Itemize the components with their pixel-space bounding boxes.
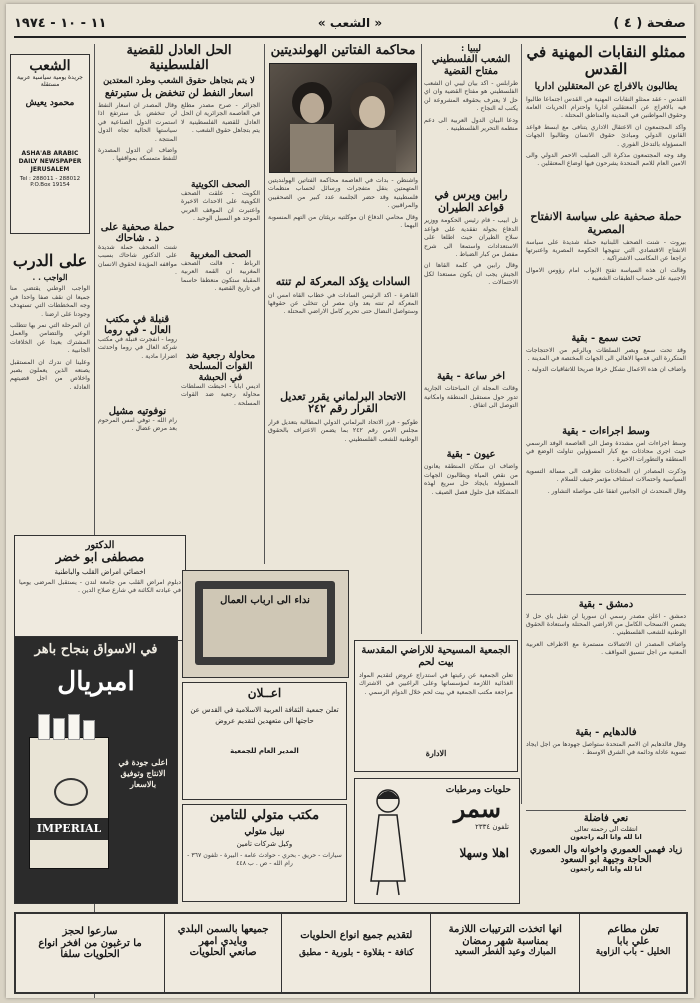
footer-cell-4-line-3: صانعي الحلويات (189, 947, 257, 958)
radio-ad (182, 570, 349, 678)
announcement-signature: المدير العام للجمعية (230, 746, 299, 755)
column-2 (424, 44, 518, 634)
insurance-note: وكيل شركات تامين (236, 839, 293, 848)
col4-section-7-text: اديس ابابا - احبطت السلطات محاولة رجعية ضد القوات المسلحة . (181, 382, 260, 407)
ad-brand: امبريال (57, 666, 135, 697)
insurance-details: سيارات - حريق - بحري - حوادث عامة - البيرة - تلفون ٣٦٧ - رام الله - ص . ب ٤٤٨ (187, 851, 342, 868)
doctor-name: مصطفى ابو خضر (55, 550, 145, 564)
footer-cell-2 (430, 914, 579, 992)
society-signature: الادارة (425, 748, 447, 758)
col1-section-4-text: وسط اجراءات امن مشددة وصل الى العاصمة الوفد الرسمي حيث اجرى محادثات مع كبار المسؤولين تناولت الوضع في المنطقة والتطورات الاخيرة . وذكرت المصادر ان المحادثات تطرقت الى مسالة التسوية السياسية واحتمالات استئناف مؤتمر جنيف للسلام . وقال المتحدث ان الجانبين اتفقا على مواصلة التشاور . (526, 439, 686, 495)
sweets-title: حلويات ومرطبات (445, 785, 511, 795)
footer-cell-4-line-2: وبايدي امهر (199, 935, 248, 947)
col4-section-4-text: رام الله - توفي امس المرحوم بعد مرض عضال . (98, 416, 177, 433)
col1-section-6: فالدهايم - بقية (575, 726, 637, 738)
col1-section-2: حملة صحفية على سياسة الانفتاح المصرية (530, 209, 682, 236)
col4-subhead: لا يتم بتجاهل حقوق الشعب وطرد المعتدين (103, 75, 255, 86)
imperial-cigarettes-ad (14, 636, 178, 904)
woman-illustration (361, 785, 415, 897)
col4-section-2-text: شنت الصحف حملة شديدة على الدكتور شاحاك بسبب مواقفه المؤيدة لحقوق الانسان . (98, 243, 177, 277)
radio-ad-title: نداء الى ارباب العمال (220, 595, 310, 606)
col2-headline: رابين ويرس في قواعد الطيران (434, 188, 508, 214)
doctor-details: دبلوم امراض القلب من جامعة لندن - يستقبل المرضى يوميا في عيادته الكائنة في شارع صلاح الدين . (19, 578, 181, 595)
paper-telephone: Tel : 288011 - 288012 (19, 176, 81, 183)
samar-sweets-ad (354, 778, 520, 904)
column-title: على الدرب (12, 251, 88, 270)
col4-section-5-text: الكويت - علقت الصحف الكويتية على الاحداث الاخيرة واعتبرت ان الموقف العربي الموحد هو السبيل الوحيد . (181, 189, 260, 223)
paper-name: « الشعب » (317, 16, 383, 30)
col4-article-text-b: وقال المصدر ان اسعار النفط لن تنخفض بل سترتفع اذا استمرت الدول الصناعية في سياستها الحالية تجاه الدول المنتجة . واضاف ان الدول المصدرة للنفط متمسكة بمواقفها . (98, 101, 177, 163)
column-text: الواجب الوطني يقتضي منا جميعا ان نقف صفا واحدا في وجه المخططات التي تستهدف وجودنا على ارضنا . ان المرحلة التي نمر بها تتطلب الوعي والتضامن والعمل المشترك بعيدا عن الخلافات الجانبية . وعلينا ان ندرك ان المستقبل يصنعه الذين يعملون بصبر واخلاص من اجل قضيتهم العادلة . (10, 285, 90, 391)
footer-cell-2-line-1: انها اتخذت الترتيبات اللازمة (448, 924, 562, 935)
footer-cell-1-line-3: الخليل - باب الزاوية (595, 947, 671, 957)
left-column (10, 54, 90, 534)
footer-cell-1-line-2: علي بابا (616, 935, 650, 947)
column-subtitle: الواجب . . (32, 272, 68, 283)
ad-slogan: في الاسواق بنجاح باهر (34, 642, 158, 657)
insurance-ad (182, 804, 347, 902)
footer-cell-4 (164, 914, 281, 992)
col2-section-2-text: وقالت المجلة ان المباحثات الجارية تدور حول مستقبل المنطقة وامكانية التوصل الى اتفاق . (424, 385, 518, 410)
col1-section-2-text: بيروت - شنت الصحف اللبنانية حملة شديدة على سياسة الانفتاح الاقتصادي التي تنتهجها الحكومة المصرية واعتبرتها تراجعا عن المكاسب الاشتراكية . وقالت ان هذه السياسة تفتح الابواب امام رؤوس الاموال الاجنبية على حساب الطبقات الشعبية . (526, 238, 686, 283)
footer-cell-1 (579, 914, 686, 992)
cigarette-pack (29, 737, 109, 869)
paper-subtitle: جريدة يومية سياسية عربية مستقلة (16, 74, 84, 89)
col1-subhead: يطالبون بالافراج عن المعتقلين اداريا (534, 80, 678, 92)
footer-cell-3-line-2: كنافة - بقلاوة - بلورية - مطبق (298, 947, 414, 958)
col3-section-2: السادات يؤكد المعركة لم تنته (275, 274, 411, 288)
col2-section-2: اخر ساعة - بقية (436, 371, 506, 383)
col2-title-1: ليبيا : (460, 44, 482, 54)
col2-title-2: الشعب الفلسطيني مفتاح القضية (431, 54, 511, 77)
paper-english-name: ASHA'AB ARABIC DAILY NEWSPAPER JERUSALEM (18, 150, 82, 174)
newspaper-page (6, 4, 694, 998)
crest-icon (54, 778, 88, 806)
col4-section-6: الصحف المغربية (189, 249, 252, 260)
two-women-photo (269, 63, 417, 173)
insurance-name: نبيل متولي (244, 826, 285, 837)
col2-article-text: طرابلس - اكد بيان ليبي ان الشعب الفلسطيني هو مفتاح القضية وان اي حل لا يعترف بحقوقه المشروعة لن يكتب له النجاح . ودعا البيان الدول العربية الى دعم منظمة التحرير الفلسطينية . (424, 80, 518, 133)
col4-section-3: قنبلة في مكتب العال - في روما (104, 313, 171, 336)
col4-section-5: الصحف الكويتية (191, 179, 250, 190)
footer-cell-5-line-3: الحلويات سلفا (60, 949, 120, 960)
col3-section-2-text: القاهرة - اكد الرئيس السادات في خطاب القاه امس ان المعركة لم تنته بعد وان مصر لن تتخلى عن حقوقها وستواصل النضال حتى تحرير كامل الاراضي المحتلة . (268, 291, 418, 316)
col1-section-5-text: دمشق - اعلن مصدر رسمي ان سوريا لن تقبل باي حل لا يضمن الانسحاب الكامل من الاراضي المحتلة واستعادة الحقوق الوطنية للشعب الفلسطيني . واضاف المصدر ان الاتصالات مستمرة مع الاطراف العربية المعنية من اجل تنسيق المواقف . (526, 612, 686, 657)
sweets-brand: سمر (453, 794, 501, 823)
sweets-welcome: اهلا وسهلا (459, 845, 509, 860)
paper-title: الشعب (29, 58, 71, 74)
footer-cell-5-line-2: ما ترغبون من افخر انواع (38, 937, 142, 949)
condolence-closing-1: انا لله وانا اليه راجعون (570, 832, 642, 841)
col4-section-7: محاولة رجعية ضد القوات المسلحة في الحبشة (185, 349, 256, 383)
photo-illustration (270, 64, 416, 172)
column-4 (98, 44, 260, 564)
page-number: صفحة ( ٤ ) (613, 15, 686, 31)
col1-section-3: تحت سمع - بقية (571, 332, 641, 344)
society-announcement (354, 640, 518, 772)
column-1 (526, 44, 686, 804)
col4-section-4: نوفوتيه مشيل (108, 405, 167, 417)
footer-cell-5-line-1: سارعوا لحجز (62, 926, 118, 937)
footer-cell-2-line-3: المبارك وعيد الفطر السعيد (454, 947, 556, 957)
announcement-title: اعــلان (247, 686, 282, 700)
condolence-title-3: الحاجة وجيهة ابو السعود (560, 854, 652, 865)
page-masthead (14, 10, 686, 38)
announcement-box (182, 682, 347, 800)
condolence-title-1: نعي فاضلة (583, 813, 629, 824)
doctor-ad (14, 535, 186, 641)
doctor-specialty: اخصائي امراض القلب والباطنية (54, 567, 146, 576)
col1-article-text: القدس - عقد ممثلو النقابات المهنية في القدس اجتماعا طالبوا فيه بالافراج عن المعتقلين اداريا واحترام الحريات العامة وحقوق المواطنين في المدينة والمناطق المحتلة . واكد المجتمعون ان الاعتقال الاداري يتنافى مع ابسط قواعد القانون الدولي ومبادئ حقوق الانسان وطالبوا الجهات المسؤولة بالتدخل الفوري . وقد وجه المجتمعون مذكرة الى الصليب الاحمر الدولي والى الامين العام للامم المتحدة يشرحون فيها اوضاع المعتقلين . (526, 95, 686, 168)
paper-pobox: P.O.Box 19154 (30, 182, 70, 189)
footer-ad-strip (14, 912, 688, 994)
col3-article-text: واشنطن - بدأت في العاصمة محاكمة الفتاتين الهولنديتين المتهمتين بنقل متفجرات ورسائل لحساب منظمات فلسطينية وقد حضر الجلسة عدد كبير من الصحفيين والمراقبين . وقال محامي الدفاع ان موكلتيه بريئتان من التهم المنسوبة اليهما . (268, 176, 418, 229)
condolence-closing-2: انا لله وانا اليه راجعون (570, 865, 642, 874)
condolence-title-2: زياد فهمي العموري واخوانه وال العموري (529, 844, 683, 855)
footer-cell-4-line-1: جميعها بالسمن البلدي (177, 924, 269, 935)
ad-note: اعلى جودة في الانتاج وتوفيق بالاسعار (118, 757, 168, 789)
paper-info-box (10, 54, 90, 234)
insurance-title: مكتب متولي للتامين (209, 808, 320, 823)
col1-section-6-text: وقال فالدهايم ان الامم المتحدة ستواصل جهودها من اجل ايجاد تسوية عادلة ودائمة في الشرق الاوسط . (526, 740, 686, 756)
pack-brand: IMPERIAL (30, 818, 108, 840)
col4-article-text-a: الجزائر - صرح مصدر مطلع في العاصمة الجزائرية ان الحل العادل للقضية الفلسطينية لا يتم بتجاهل حقوق الشعب . (181, 101, 260, 135)
editor-name: محمود يعيش (25, 98, 75, 109)
column-3 (268, 44, 418, 564)
radio-image (195, 581, 335, 665)
col4-section-3-text: روما - انفجرت قنبلة في مكتب شركة العال في روما واحدثت اضرارا مادية . (98, 335, 177, 360)
col3-section-3-text: طوكيو - قرر الاتحاد البرلماني الدولي المطالبة بتعديل قرار مجلس الامن رقم ٢٤٢ بما يضمن الاعتراف بالحقوق الوطنية للشعب الفلسطيني . (268, 418, 418, 443)
col4-section-2: حملة صحفية على د . شاحاك (100, 221, 175, 244)
sweets-phone: تلفون ٢٣٣٤ (475, 822, 509, 831)
society-title: الجمعية المسيحية للاراضي المقدسة بيت لحم (361, 645, 511, 668)
condolence-body-1: انتقلت الى رحمته تعالى (574, 824, 638, 833)
cigarettes-icon (38, 714, 98, 740)
footer-cell-3-line-1: لتقديم جميع انواع الحلويات (300, 930, 413, 941)
footer-cell-3 (281, 914, 430, 992)
col2-section-3: عيون - بقية (446, 449, 496, 461)
footer-cell-2-line-2: بمناسبة شهر رمضان (462, 935, 549, 947)
condolence-section (526, 810, 686, 903)
col1-section-3-text: وقد تحت سمع وبصر السلطات وبالرغم من الاحتجاجات المتكررة التي قدمها الاهالي الى الجهات المختصة في المدينة . واضاف ان هذه الاعمال تشكل خرقا صريحا للاتفاقيات الدولية . (526, 346, 686, 374)
col2-section-3-text: واضاف ان سكان المنطقة يعانون من نقص المياه ويطالبون الجهات المسؤولة بايجاد حل سريع لهذه المشكلة قبل حلول فصل الصيف . (424, 463, 518, 496)
announcement-body: تعلن جمعية الثقافة العربية الاسلامية في القدس عن حاجتها الى متعهدين لتقديم عروض (190, 705, 339, 725)
footer-cell-1-line-1: تعلن مطاعم (607, 924, 659, 935)
col2-headline-text: تل ابيب - قام رئيس الحكومة ووزير الدفاع بجولة تفقدية على قواعد سلاح الطيران حيث اطلعا على الاستعدادات واستمعا الى شرح مفصل من كبار الضباط . وقال رابين في كلمة القاها ان الجيش يجب ان يكون مستعدا لكل الاحتمالات . (424, 217, 518, 287)
doctor-title: الدكتور (85, 540, 115, 551)
issue-date: ١١ - ١٠ - ١٩٧٤ (14, 15, 107, 31)
footer-cell-5 (16, 914, 164, 992)
col1-headline: ممثلو النقابات المهنية في القدس (526, 44, 686, 79)
col1-section-4: وسط اجراءات - بقية (562, 425, 650, 437)
col4-headline: الحل العادل للقضية الفلسطينية (126, 44, 232, 73)
society-body: تعلن الجمعية عن رغبتها في استدراج عروض لتقديم المواد الغذائية اللازمة لمؤسساتها وعلى الراغبين في الاشتراك مراجعة مكتب الجمعية في بيت لحم خلال الدوام الرسمي . (359, 672, 513, 696)
col3-section-3: الاتحاد البرلماني يقرر تعديل القرار رقم ٢٤٢ (280, 389, 406, 416)
col4-section-6-text: الرباط - قالت الصحف المغربية ان القمة العربية المقبلة ستكون منعطفا حاسما في تاريخ القضية . (181, 259, 260, 293)
col1-section-5: دمشق - بقية (578, 598, 634, 610)
col3-headline: محاكمة الفتاتين الهولنديتين (270, 44, 416, 58)
col4-subhead-2: اسعار النفط لن تنخفض بل ستبرتفع (104, 87, 254, 99)
